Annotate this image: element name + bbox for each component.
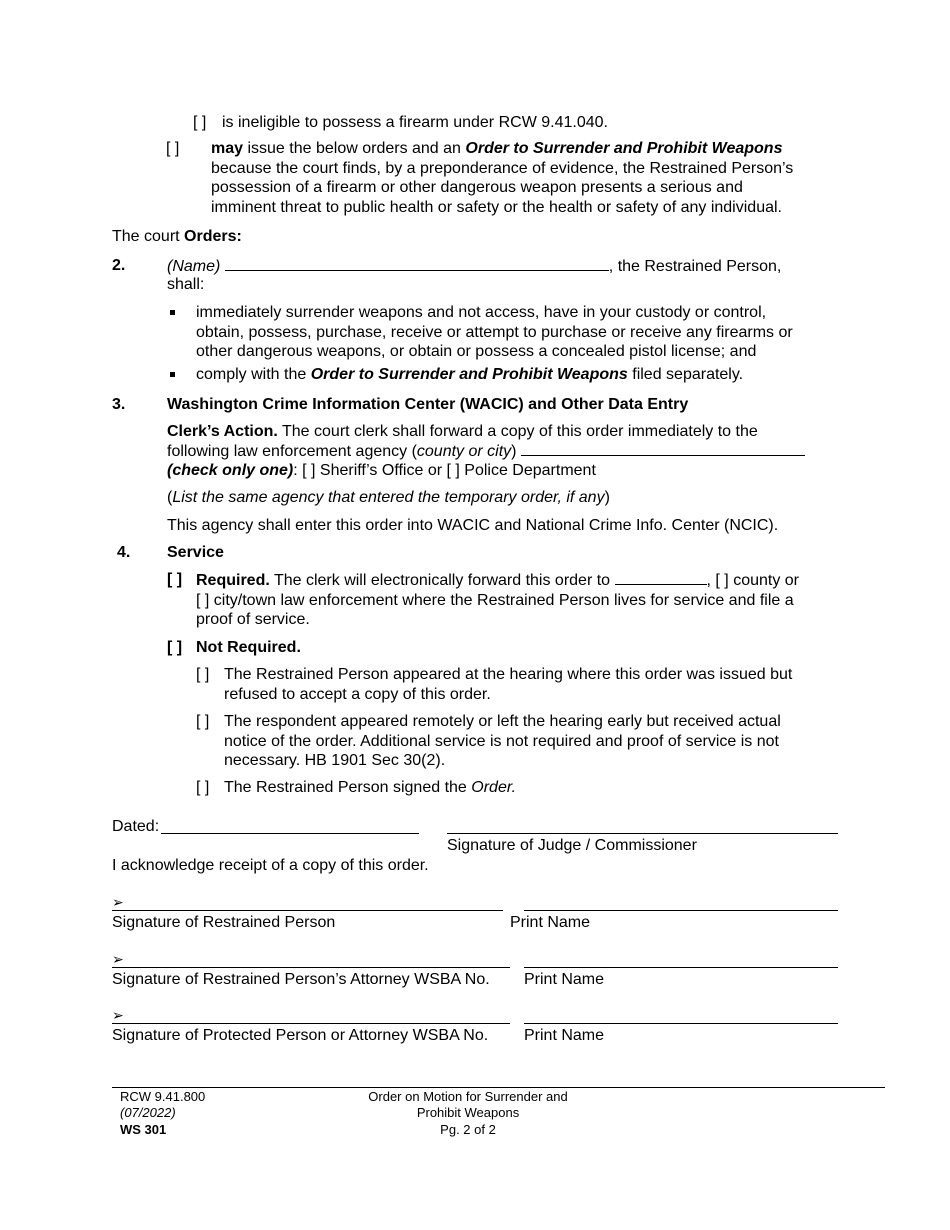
footer-date: (07/2022) <box>120 1105 176 1121</box>
clerk-bold: Clerk’s Action. <box>167 423 278 440</box>
name-label: (Name) <box>167 258 221 275</box>
restrained-attorney-line[interactable] <box>112 967 510 968</box>
option-text <box>224 712 844 771</box>
ineligible-box[interactable]: [ ] <box>193 114 207 131</box>
not-required-box[interactable]: [ ] <box>167 639 183 656</box>
bullet-2 <box>196 365 743 385</box>
signed-box[interactable]: [ ] <box>196 779 210 796</box>
option-line: notice of the order. Additional service is not required and proof of service is not <box>224 732 779 750</box>
footer-rcw: RCW 9.41.800 <box>120 1089 206 1104</box>
bullet-2-suffix: filed separately. <box>627 366 744 383</box>
signed-prefix: The Restrained Person signed the <box>224 779 472 796</box>
print-name-label: Print Name <box>524 971 605 988</box>
orders-prefix: The court <box>112 228 185 245</box>
print-name-line[interactable] <box>524 910 838 911</box>
arrow-icon: ➢ <box>112 894 124 910</box>
option-box[interactable]: [ ] <box>196 713 210 730</box>
protected-signature-line[interactable] <box>112 1023 510 1024</box>
required-box[interactable]: [ ] <box>167 571 183 588</box>
footer-form-number: WS 301 <box>120 1121 167 1137</box>
bullet-1 <box>196 303 846 362</box>
judge-signature-line[interactable] <box>447 833 838 834</box>
orders-bold: Orders: <box>184 228 242 245</box>
signed-italic: Order. <box>471 779 517 796</box>
may-order-title: Order to Surrender and Prohibit Weapons <box>465 140 783 157</box>
section-2-number: 2. <box>112 257 126 274</box>
may-line-3: possession of a firearm or other dangerous weapon presents a serious and <box>211 179 743 197</box>
required-line-2: [ ] city/town law enforcement where the Restrained Person lives for service and file a <box>196 591 794 609</box>
ineligible-text: is ineligible to possess a firearm under RCW 9.41.040. <box>222 114 608 131</box>
may-line-4: imminent threat to public health or safety or the health or safety of any individual. <box>211 198 782 216</box>
list-italic: List the same agency that entered the temporary order, if any <box>172 489 605 506</box>
bullet-2-prefix: comply with the <box>196 366 311 383</box>
list-prefix: ( <box>167 489 173 506</box>
may-paragraph <box>211 139 851 217</box>
agency-italic: county or city <box>416 443 512 460</box>
required-text: The clerk will electronically forward this order to <box>269 572 615 589</box>
dated-line[interactable] <box>161 833 419 834</box>
restrained-signature-line[interactable] <box>112 910 503 911</box>
option-text <box>224 665 844 704</box>
option-line: refused to accept a copy of this order. <box>224 685 491 703</box>
arrow-icon: ➢ <box>112 1007 124 1023</box>
dated-label: Dated: <box>112 818 160 835</box>
may-line-2: because the court finds, by a preponderance of evidence, the Restrained Person’s <box>211 159 794 177</box>
print-name-line[interactable] <box>524 967 838 968</box>
may-word: may <box>211 140 244 157</box>
footer-rule <box>112 1087 885 1088</box>
protected-label: Signature of Protected Person or Attorney WSBA No. <box>112 1027 489 1044</box>
section-3-heading: Washington Crime Information Center (WACIC) and Other Data Entry <box>167 396 689 413</box>
required-bold: Required. <box>196 572 270 589</box>
bullet-1-line: obtain, possess, purchase, receive or attempt to purchase or receive any firearms or <box>196 323 793 341</box>
orders-heading <box>112 227 242 247</box>
judge-label: Signature of Judge / Commissioner <box>447 837 697 854</box>
section-4-heading: Service <box>167 544 224 561</box>
restrained-label: Signature of Restrained Person <box>112 914 336 931</box>
may-text: issue the below orders and an <box>243 140 466 157</box>
section-3-number: 3. <box>112 396 126 413</box>
required-blank[interactable] <box>615 570 707 585</box>
agency-suffix: ) <box>511 443 517 460</box>
option-line: The Restrained Person appeared at the hearing where this order was issued but <box>224 666 793 683</box>
signed-text <box>224 778 516 798</box>
print-name-line[interactable] <box>524 1023 838 1024</box>
check-only-one: (check only one) <box>167 462 294 479</box>
footer-page: Pg. 2 of 2 <box>440 1121 496 1137</box>
bullet-2-title: Order to Surrender and Prohibit Weapons <box>310 366 628 383</box>
required-text-b: , [ ] county or <box>706 572 799 589</box>
option-box[interactable]: [ ] <box>196 666 210 683</box>
list-suffix: ) <box>604 489 610 506</box>
bullet-icon <box>170 310 175 315</box>
arrow-icon: ➢ <box>112 951 124 967</box>
name-suffix: , the Restrained Person, <box>608 258 782 275</box>
clerk-text: The court clerk shall forward a copy of this order immediately to the <box>277 423 758 440</box>
print-name-label: Print Name <box>510 914 591 931</box>
footer-center <box>338 1089 598 1138</box>
footer-left <box>120 1089 205 1138</box>
bullet-1-line: other dangerous weapons, or obtain or possess a concealed pistol license; and <box>196 343 757 361</box>
name-blank[interactable] <box>225 256 609 271</box>
option-line: necessary. HB 1901 Sec 30(2). <box>224 752 446 770</box>
required-line-3: proof of service. <box>196 611 310 629</box>
required-paragraph <box>196 570 846 630</box>
may-box[interactable]: [ ] <box>166 140 180 157</box>
agency-line <box>167 441 805 462</box>
acknowledge-text: I acknowledge receipt of a copy of this order. <box>112 857 429 874</box>
print-name-label: Print Name <box>524 1027 605 1044</box>
enter-text: This agency shall enter this order into WACIC and National Crime Info. Center (NCIC). <box>167 517 779 534</box>
bullet-icon <box>170 372 175 377</box>
agency-blank[interactable] <box>521 441 805 456</box>
bullet-1-line: immediately surrender weapons and not access, have in your custody or control, <box>196 304 767 321</box>
name-line <box>167 256 781 277</box>
section-4-number: 4. <box>117 544 131 561</box>
footer-title-1: Order on Motion for Surrender and <box>368 1089 568 1104</box>
option-line: The respondent appeared remotely or left the hearing early but received actual <box>224 713 781 730</box>
shall-text: shall: <box>167 276 205 293</box>
footer-title-2: Prohibit Weapons <box>416 1105 520 1121</box>
not-required-label: Not Required. <box>196 639 301 656</box>
check-line <box>167 461 596 481</box>
agency-checkboxes[interactable]: : [ ] Sheriff’s Office or [ ] Police Department <box>293 462 596 479</box>
agency-prefix: following law enforcement agency ( <box>167 443 417 460</box>
restrained-attorney-label: Signature of Restrained Person’s Attorney WSBA No. <box>112 971 490 988</box>
clerk-action <box>167 422 758 442</box>
list-note <box>167 488 610 508</box>
